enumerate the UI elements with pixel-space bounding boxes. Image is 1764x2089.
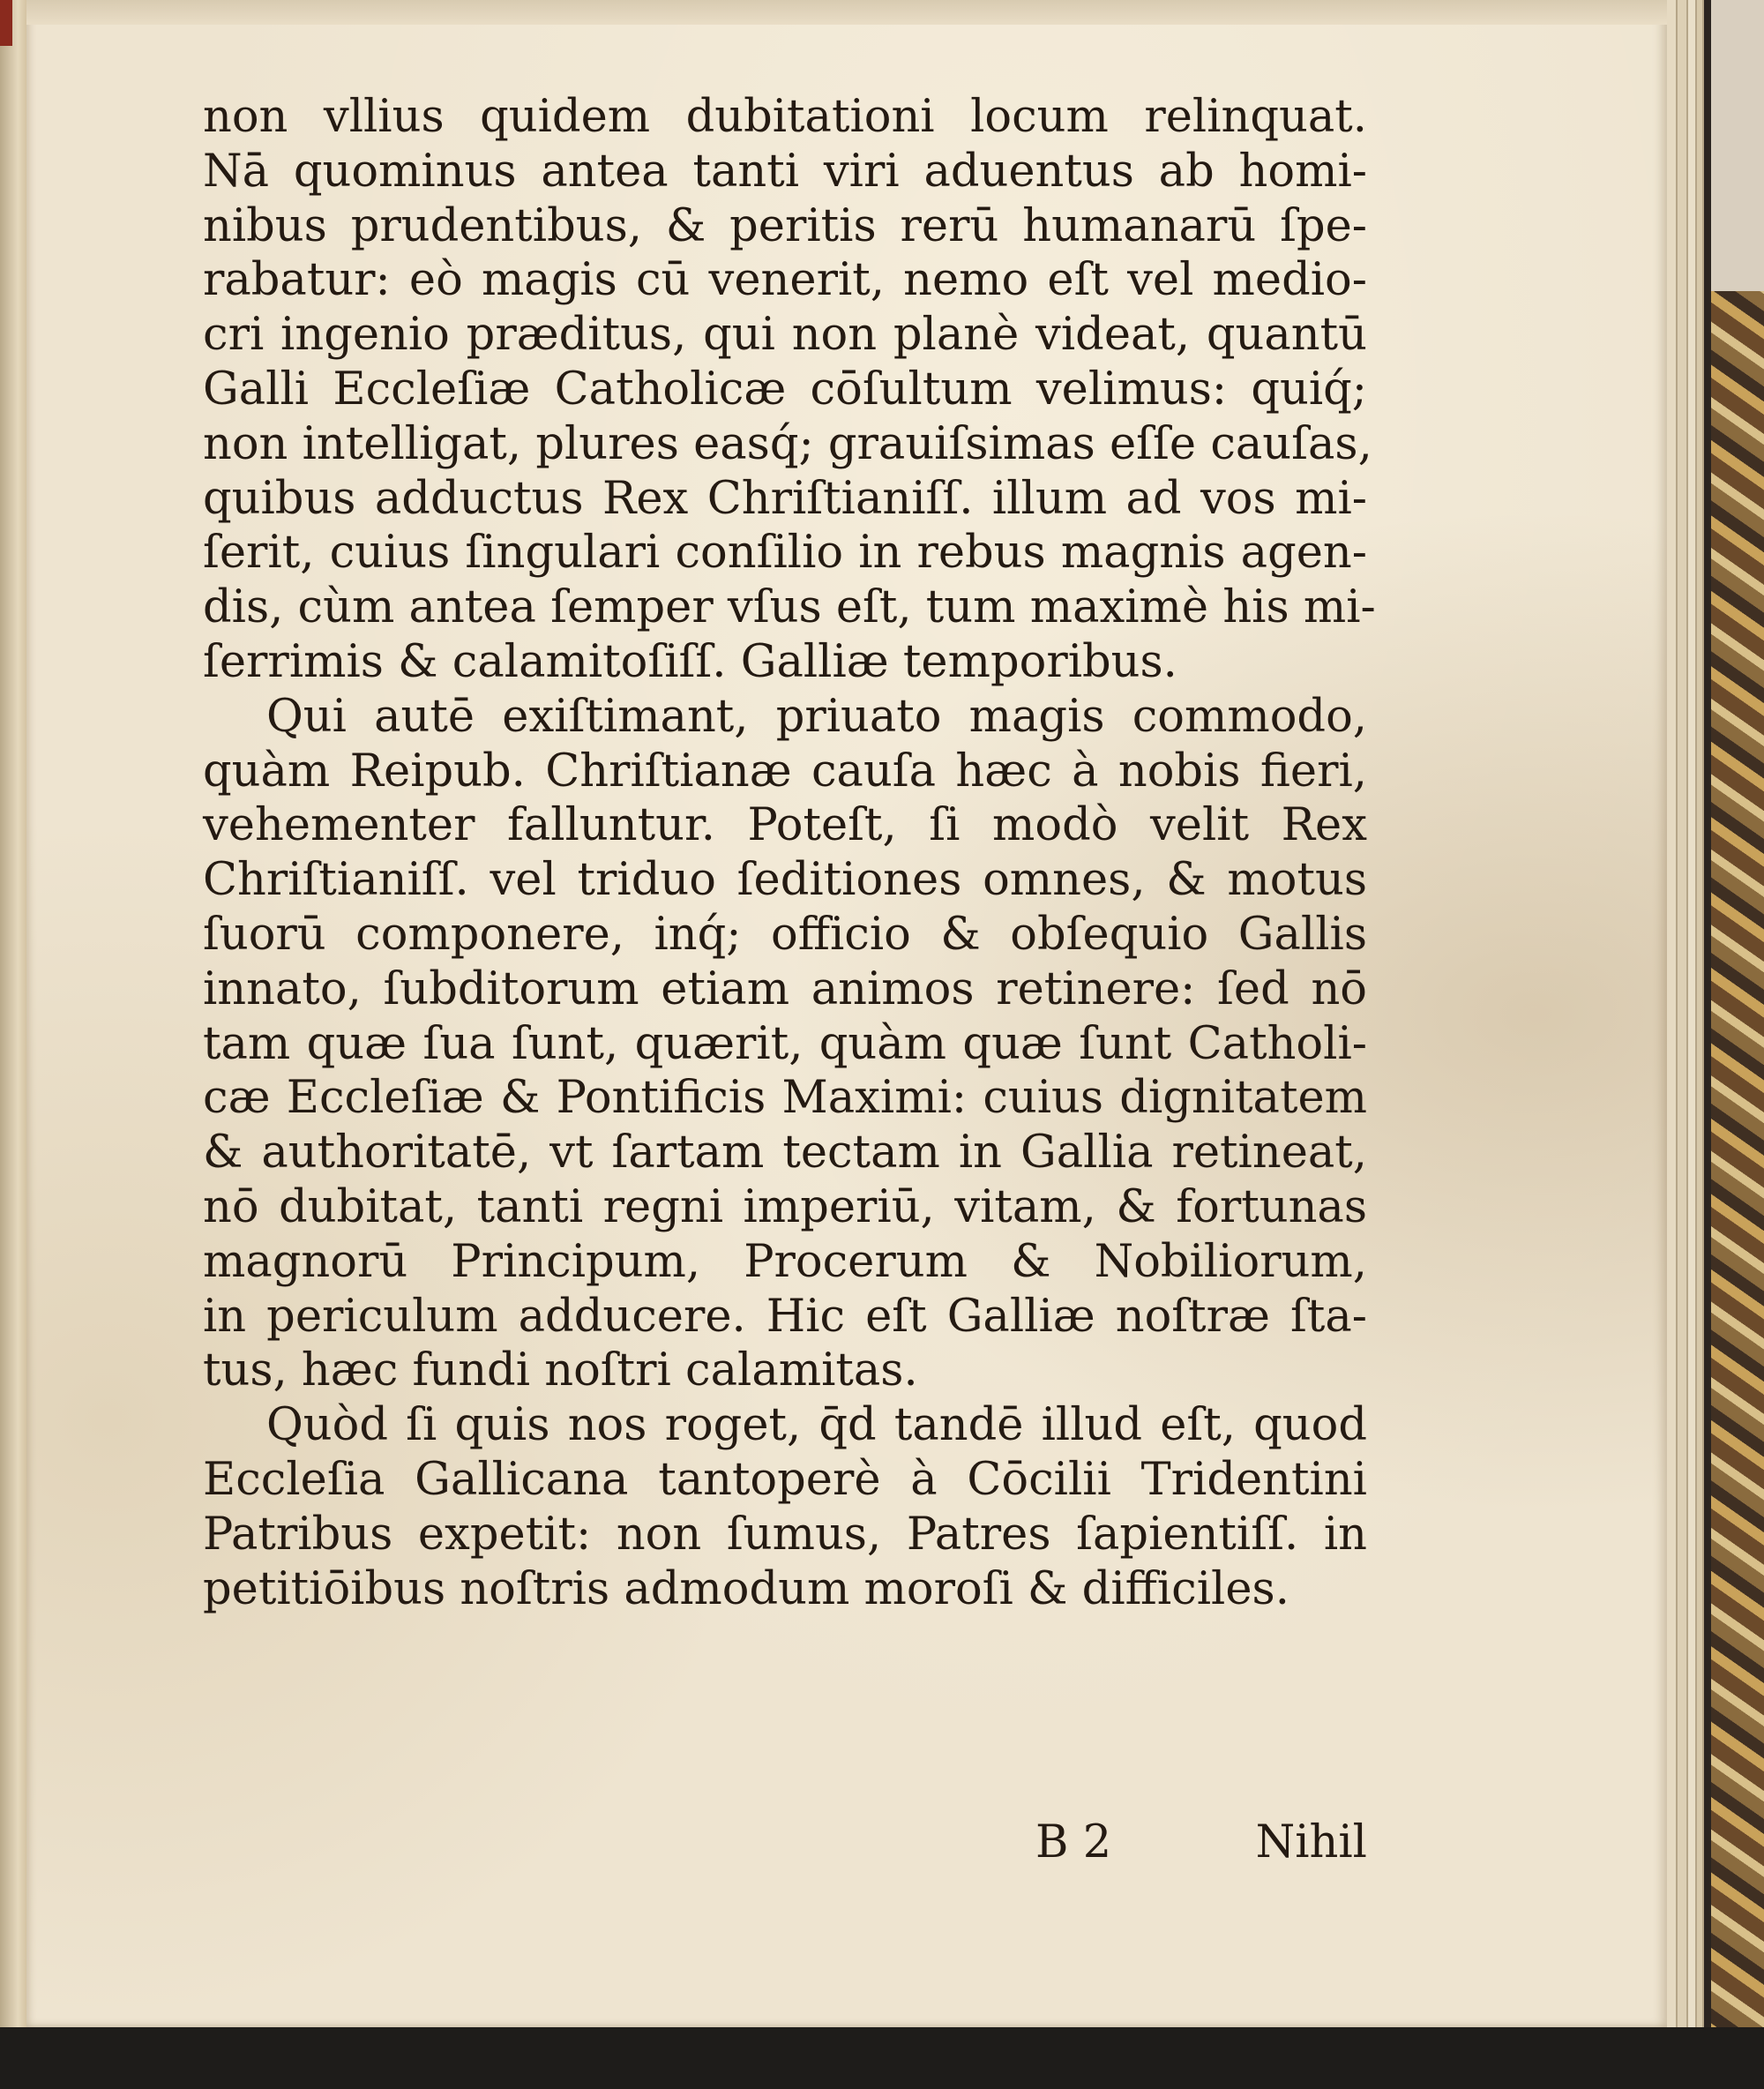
text-line: ſerrimis & calamitoſiſſ. Galliæ temporibus. bbox=[203, 635, 1177, 688]
text-line: innato, ſubditorum etiam animos retinere: ſed nō bbox=[203, 962, 1367, 1015]
text-line: Qui autē exiſtimant, priuato magis commodo, bbox=[266, 690, 1367, 743]
text-line: quàm Reipub. Chriſtianæ cauſa hæc à nobis fieri, bbox=[203, 745, 1367, 797]
body-text bbox=[203, 90, 1376, 1616]
text-line: nō dubitat, tanti regni imperiū, vitam, & fortunas bbox=[203, 1180, 1367, 1233]
text-line: vehementer falluntur. Poteſt, ſi modò velit Rex bbox=[203, 799, 1367, 852]
text-line: non vllius quidem dubitationi locum relinquat. bbox=[203, 91, 1367, 143]
page-top-edge bbox=[26, 0, 1667, 25]
text-line: nibus prudentibus, & peritis rerū humanarū ſpe- bbox=[203, 199, 1367, 252]
text-line: Quòd ſi quis nos roget, q̄d tandē illud eſt, quod bbox=[266, 1399, 1367, 1452]
text-line: dis, cùm antea ſemper vſus eſt, tum maximè his mi- bbox=[203, 581, 1376, 634]
previous-page-edge bbox=[0, 0, 30, 2027]
text-line: tus, hæc fundi noſtri calamitas. bbox=[203, 1344, 918, 1397]
text-line: tam quæ ſua ſunt, quærit, quàm quæ ſunt Catholi- bbox=[203, 1017, 1367, 1070]
text-line: magnorū Principum, Procerum & Nobiliorum, bbox=[203, 1235, 1367, 1288]
page-footer bbox=[203, 1816, 1367, 1870]
paragraph bbox=[203, 1398, 1367, 1616]
text-line: cri ingenio præditus, qui non planè videat, quantū bbox=[203, 309, 1367, 362]
text-line: Eccleſia Gallicana tantoperè à Cōcilii Tridentini bbox=[203, 1453, 1367, 1506]
text-line: Chriſtianiſſ. vel triduo ſeditiones omnes, & motus bbox=[203, 854, 1367, 907]
text-line: quibus adductus Rex Chriſtianiſſ. illum ad vos mi- bbox=[203, 472, 1367, 525]
text-line: rabatur: eò magis cū venerit, nemo eſt vel medio- bbox=[203, 254, 1367, 307]
text-line: ſerit, cuius ſingulari conſilio in rebus magnis agen- bbox=[203, 527, 1367, 580]
paragraph bbox=[203, 90, 1376, 690]
book-page bbox=[26, 0, 1667, 2027]
text-line: in periculum adducere. Hic eſt Galliæ noſtræ ſta- bbox=[203, 1290, 1367, 1343]
text-line: & authoritatē, vt ſartam tectam in Gallia retineat, bbox=[203, 1127, 1367, 1179]
signature-mark: B 2 bbox=[1035, 1816, 1112, 1868]
text-line: Nā quominus antea tanti viri aduentus ab homi- bbox=[203, 145, 1367, 198]
scan-background bbox=[0, 2027, 1764, 2089]
text-line: Patribus expetit: non ſumus, Patres ſapientiſſ. in bbox=[203, 1508, 1367, 1561]
text-line: petitiōibus noſtris admodum moroſi & difficiles. bbox=[203, 1562, 1289, 1615]
text-line: non intelligat, plures easq́; grauiſsimas eſſe cauſas, bbox=[203, 417, 1372, 470]
text-line: cæ Eccleſiæ & Pontificis Maximi: cuius dignitatem bbox=[203, 1072, 1367, 1125]
text-line: Galli Eccleſiæ Catholicæ cōſultum velimus: quiq́; bbox=[203, 363, 1367, 416]
binding-tab bbox=[0, 0, 12, 46]
marbled-endpaper bbox=[1711, 291, 1764, 2055]
endpaper-plain bbox=[1711, 0, 1764, 291]
paragraph bbox=[203, 690, 1367, 1398]
catchword: Nihil bbox=[1255, 1816, 1367, 1868]
text-line: ſuorū componere, inq́; officio & obſequio Gallis bbox=[203, 908, 1367, 961]
